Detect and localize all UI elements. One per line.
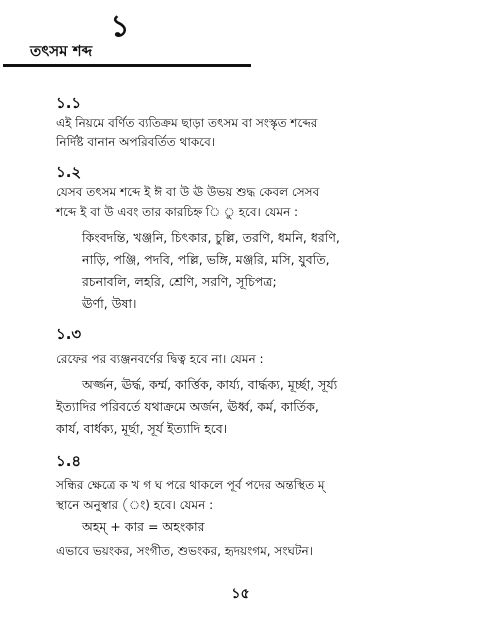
section-number-1-3: ১.৩ [56, 325, 82, 343]
section-1-2-line: যেসব তৎসম শব্দে ই ঈ বা উ ঊ উভয় শুদ্ধ কেবল সেসব [56, 185, 320, 199]
example-line: কার্য, বার্ধক্য, মূর্ছা, সূর্য ইত্যাদি হবে। [56, 421, 228, 436]
section-number-1-2: ১.২ [56, 163, 82, 181]
example-line: নাড়ি, পঞ্জি, পদবি, পল্লি, ভঙ্গি, মঞ্জরি, মসি, যুবতি, [82, 252, 330, 267]
page-number: ১৫ [231, 586, 250, 602]
title-underline [3, 64, 251, 67]
chapter-number: ১ [110, 9, 130, 44]
section-1-1-line: নির্দিষ্ট বানান অপরিবর্তিত থাকবে। [56, 135, 216, 149]
example-line: ঊর্ণা, উষা। [82, 296, 137, 311]
section-1-4-line: স্থানে অনুস্বার (ং) হবে। যেমন : [56, 498, 214, 512]
section-number-1-1: ১.১ [56, 94, 82, 112]
example-line: অর্জ্জন, ঊর্দ্ধ, কর্ম্ম, কার্ত্তিক, কার্য্য, বার্দ্ধক্য, মূর্চ্ছা, সূর্য্য [82, 377, 338, 392]
section-1-3-line: রেফের পর ব্যঞ্জনবর্ণের দ্বিত্ব হবে না। যেমন : [56, 352, 264, 366]
chapter-title: তৎসম শব্দ [30, 42, 93, 60]
example-line: অহম্ + কার = অহংকার [82, 519, 205, 534]
section-number-1-4: ১.৪ [56, 452, 82, 470]
section-1-4-line: সন্ধির ক্ষেত্রে ক খ গ ঘ পরে থাকলে পূর্ব পদের অন্তস্থিত ম্ [56, 478, 325, 492]
example-line: রচনাবলি, লহরি, শ্রেণি, সরণি, সূচিপত্র; [82, 274, 277, 289]
example-line: ইত্যাদির পরিবর্তে যথাক্রমে অর্জন, ঊর্ধ্ব, কর্ম, কার্তিক, [56, 399, 319, 414]
example-line: কিংবদন্তি, খঞ্জনি, চিৎকার, চুল্লি, তরণি, ধমনি, ধরণি, [82, 230, 340, 245]
section-1-2-line: শব্দে ই বা উ এবং তার কারচিহ্ন ি ু হবে। যেমন : [56, 205, 299, 219]
section-1-1-line: এই নিয়মে বর্ণিত ব্যতিক্রম ছাড়া তৎসম বা সংস্কৃত শব্দের [56, 116, 318, 130]
closing-line: এভাবে ভয়ংকর, সংগীত, শুভংকর, হৃদয়ংগম, সংঘটন। [56, 544, 313, 558]
